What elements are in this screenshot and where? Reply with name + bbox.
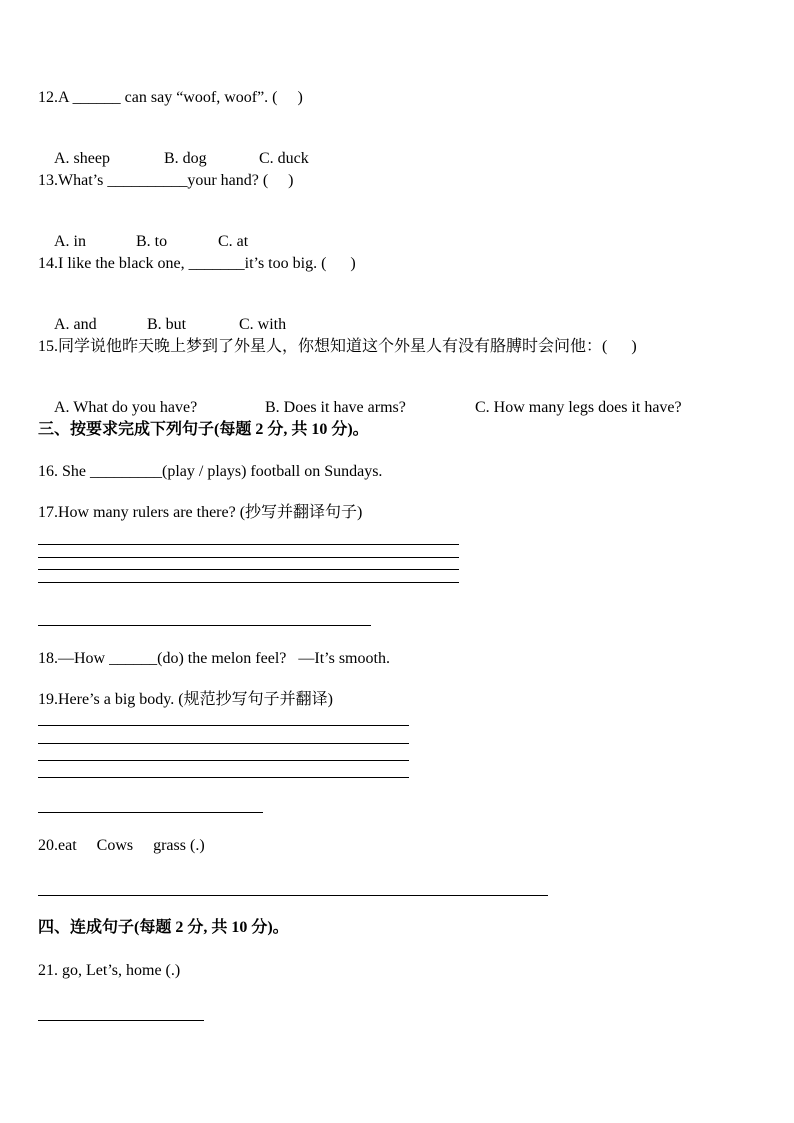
answer-line[interactable] [38,743,409,744]
answer-line[interactable] [38,625,371,626]
answer-line[interactable] [38,582,459,583]
option-a: A. in [54,233,86,250]
question-19: 19.Here’s a big body. (规范抄写句子并翻译) [38,691,333,708]
option-c: C. duck [259,150,309,167]
answer-line[interactable] [38,760,409,761]
section-3-title: 三、按要求完成下列句子(每题 2 分, 共 10 分)。 [38,421,369,438]
question-14: 14.I like the black one, _______it’s too big. ( ) [38,255,356,272]
question-13: 13.What’s __________your hand? ( ) [38,172,294,189]
option-a: A. What do you have? [54,399,198,416]
question-20: 20.eat Cows grass (.) [38,837,205,854]
question-15-options [38,378,682,416]
question-18: 18.—How ______(do) the melon feel? —It’s smooth. [38,650,390,667]
question-21: 21. go, Let’s, home (.) [38,962,181,979]
option-b: B. dog [164,150,207,167]
option-b: B. to [136,233,168,250]
question-16: 16. She _________(play / plays) football on Sundays. [38,463,383,480]
question-14-options [38,295,287,333]
option-c: C. How many legs does it have? [475,399,682,416]
option-c: C. at [218,233,249,250]
answer-line[interactable] [38,725,409,726]
answer-line[interactable] [38,1020,204,1021]
answer-line[interactable] [38,569,459,570]
answer-line[interactable] [38,895,548,896]
answer-line[interactable] [38,812,263,813]
option-a: A. and [54,316,97,333]
answer-line[interactable] [38,777,409,778]
answer-line[interactable] [38,557,459,558]
option-b: B. but [147,316,187,333]
option-b: B. Does it have arms? [265,399,406,416]
section-4-title: 四、连成句子(每题 2 分, 共 10 分)。 [38,919,289,936]
option-c: C. with [239,316,287,333]
question-12-options [38,129,309,167]
question-13-options [38,212,249,250]
question-12: 12.A ______ can say “woof, woof”. ( ) [38,89,303,106]
answer-line[interactable] [38,544,459,545]
question-17: 17.How many rulers are there? (抄写并翻译句子) [38,504,363,521]
question-15: 15.同学说他昨天晚上梦到了外星人，你想知道这个外星人有没有胳膊时会问他：( ) [38,338,637,355]
option-a: A. sheep [54,150,110,167]
